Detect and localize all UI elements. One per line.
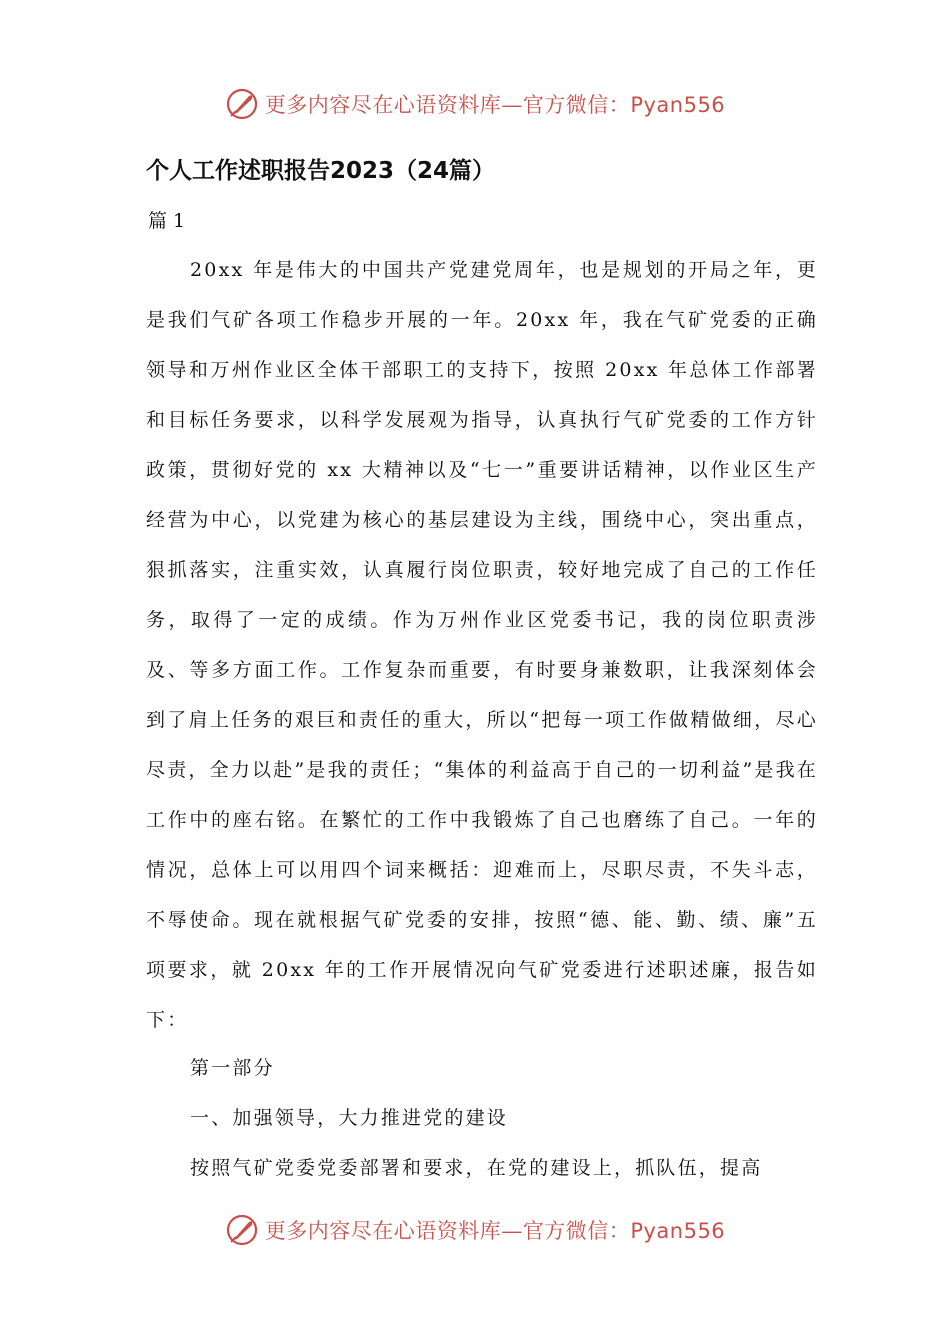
watermark-text — [265, 1215, 725, 1245]
watermark-banner-bottom — [0, 1210, 950, 1250]
paragraph-1: 20xx 年是伟大的中国共产党建党周年，也是规划的开局之年，更是我们气矿各项工作稳步开展的一年。20xx 年，我在气矿党委的正确领导和万州作业区全体干部职工的支持下，按照 20xx 年总体工作部署和目标任务要求，以科学发展观为指导，认真执行气矿党委的工作方针政策，贯彻好党的 xx 大精神以及“七一”重要讲话精神，以作业区生产经营为中心，以党建为核心的基层建设为主线，围绕中心，突出重点，狠抓落实，注重实效，认真履行岗位职责，较好地完成了自己的工作任务，取得了一定的成绩。作为万州作业区党委书记，我的岗位职责涉及、等多方面工作。工作复杂而重要，有时要身兼数职，让我深刻体会到了肩上任务的艰巨和责任的重大，所以“把每一项工作做精做细，尽心尽责，全力以赴”是我的责任；“集体的利益高于自己的一切利益”是我在工作中的座右铭。在繁忙的工作中我锻炼了自己也磨练了自己。一年的情况，总体上可以用四个词来概括：迎难而上，尽职尽责，不失斗志，不辱使命。现在就根据气矿党委的安排，按照“德、能、勤、绩、廉”五项要求，就 20xx 年的工作开展情况向气矿党委进行述职述廉，报告如下： — [146, 259, 818, 1031]
section-label: 篇 1 — [148, 210, 186, 232]
watermark-cn: 更多内容尽在心语资料库 — [264, 93, 502, 117]
paragraph-2-start: 按照气矿党委党委部署和要求，在党的建设上，抓队伍，提高 — [190, 1157, 763, 1179]
watermark-wechat-id: Pyan556 — [630, 1219, 726, 1243]
watermark-dash: — — [501, 1219, 523, 1243]
watermark-dash: — — [501, 93, 523, 117]
watermark-wechat-label: 官方微信： — [522, 93, 631, 117]
subheading-1: 一、加强领导，大力推进党的建设 — [190, 1107, 509, 1129]
document-title: 个人工作述职报告2023（24篇） — [146, 158, 496, 184]
watermark-wechat-label: 官方微信： — [522, 1219, 631, 1243]
watermark-text — [265, 89, 725, 119]
watermark-cn: 更多内容尽在心语资料库 — [264, 1219, 502, 1243]
quill-logo-icon — [225, 87, 259, 121]
watermark-banner-top — [0, 84, 950, 124]
quill-logo-icon — [225, 1213, 259, 1247]
part-heading: 第一部分 — [190, 1057, 275, 1079]
watermark-wechat-id: Pyan556 — [630, 93, 726, 117]
